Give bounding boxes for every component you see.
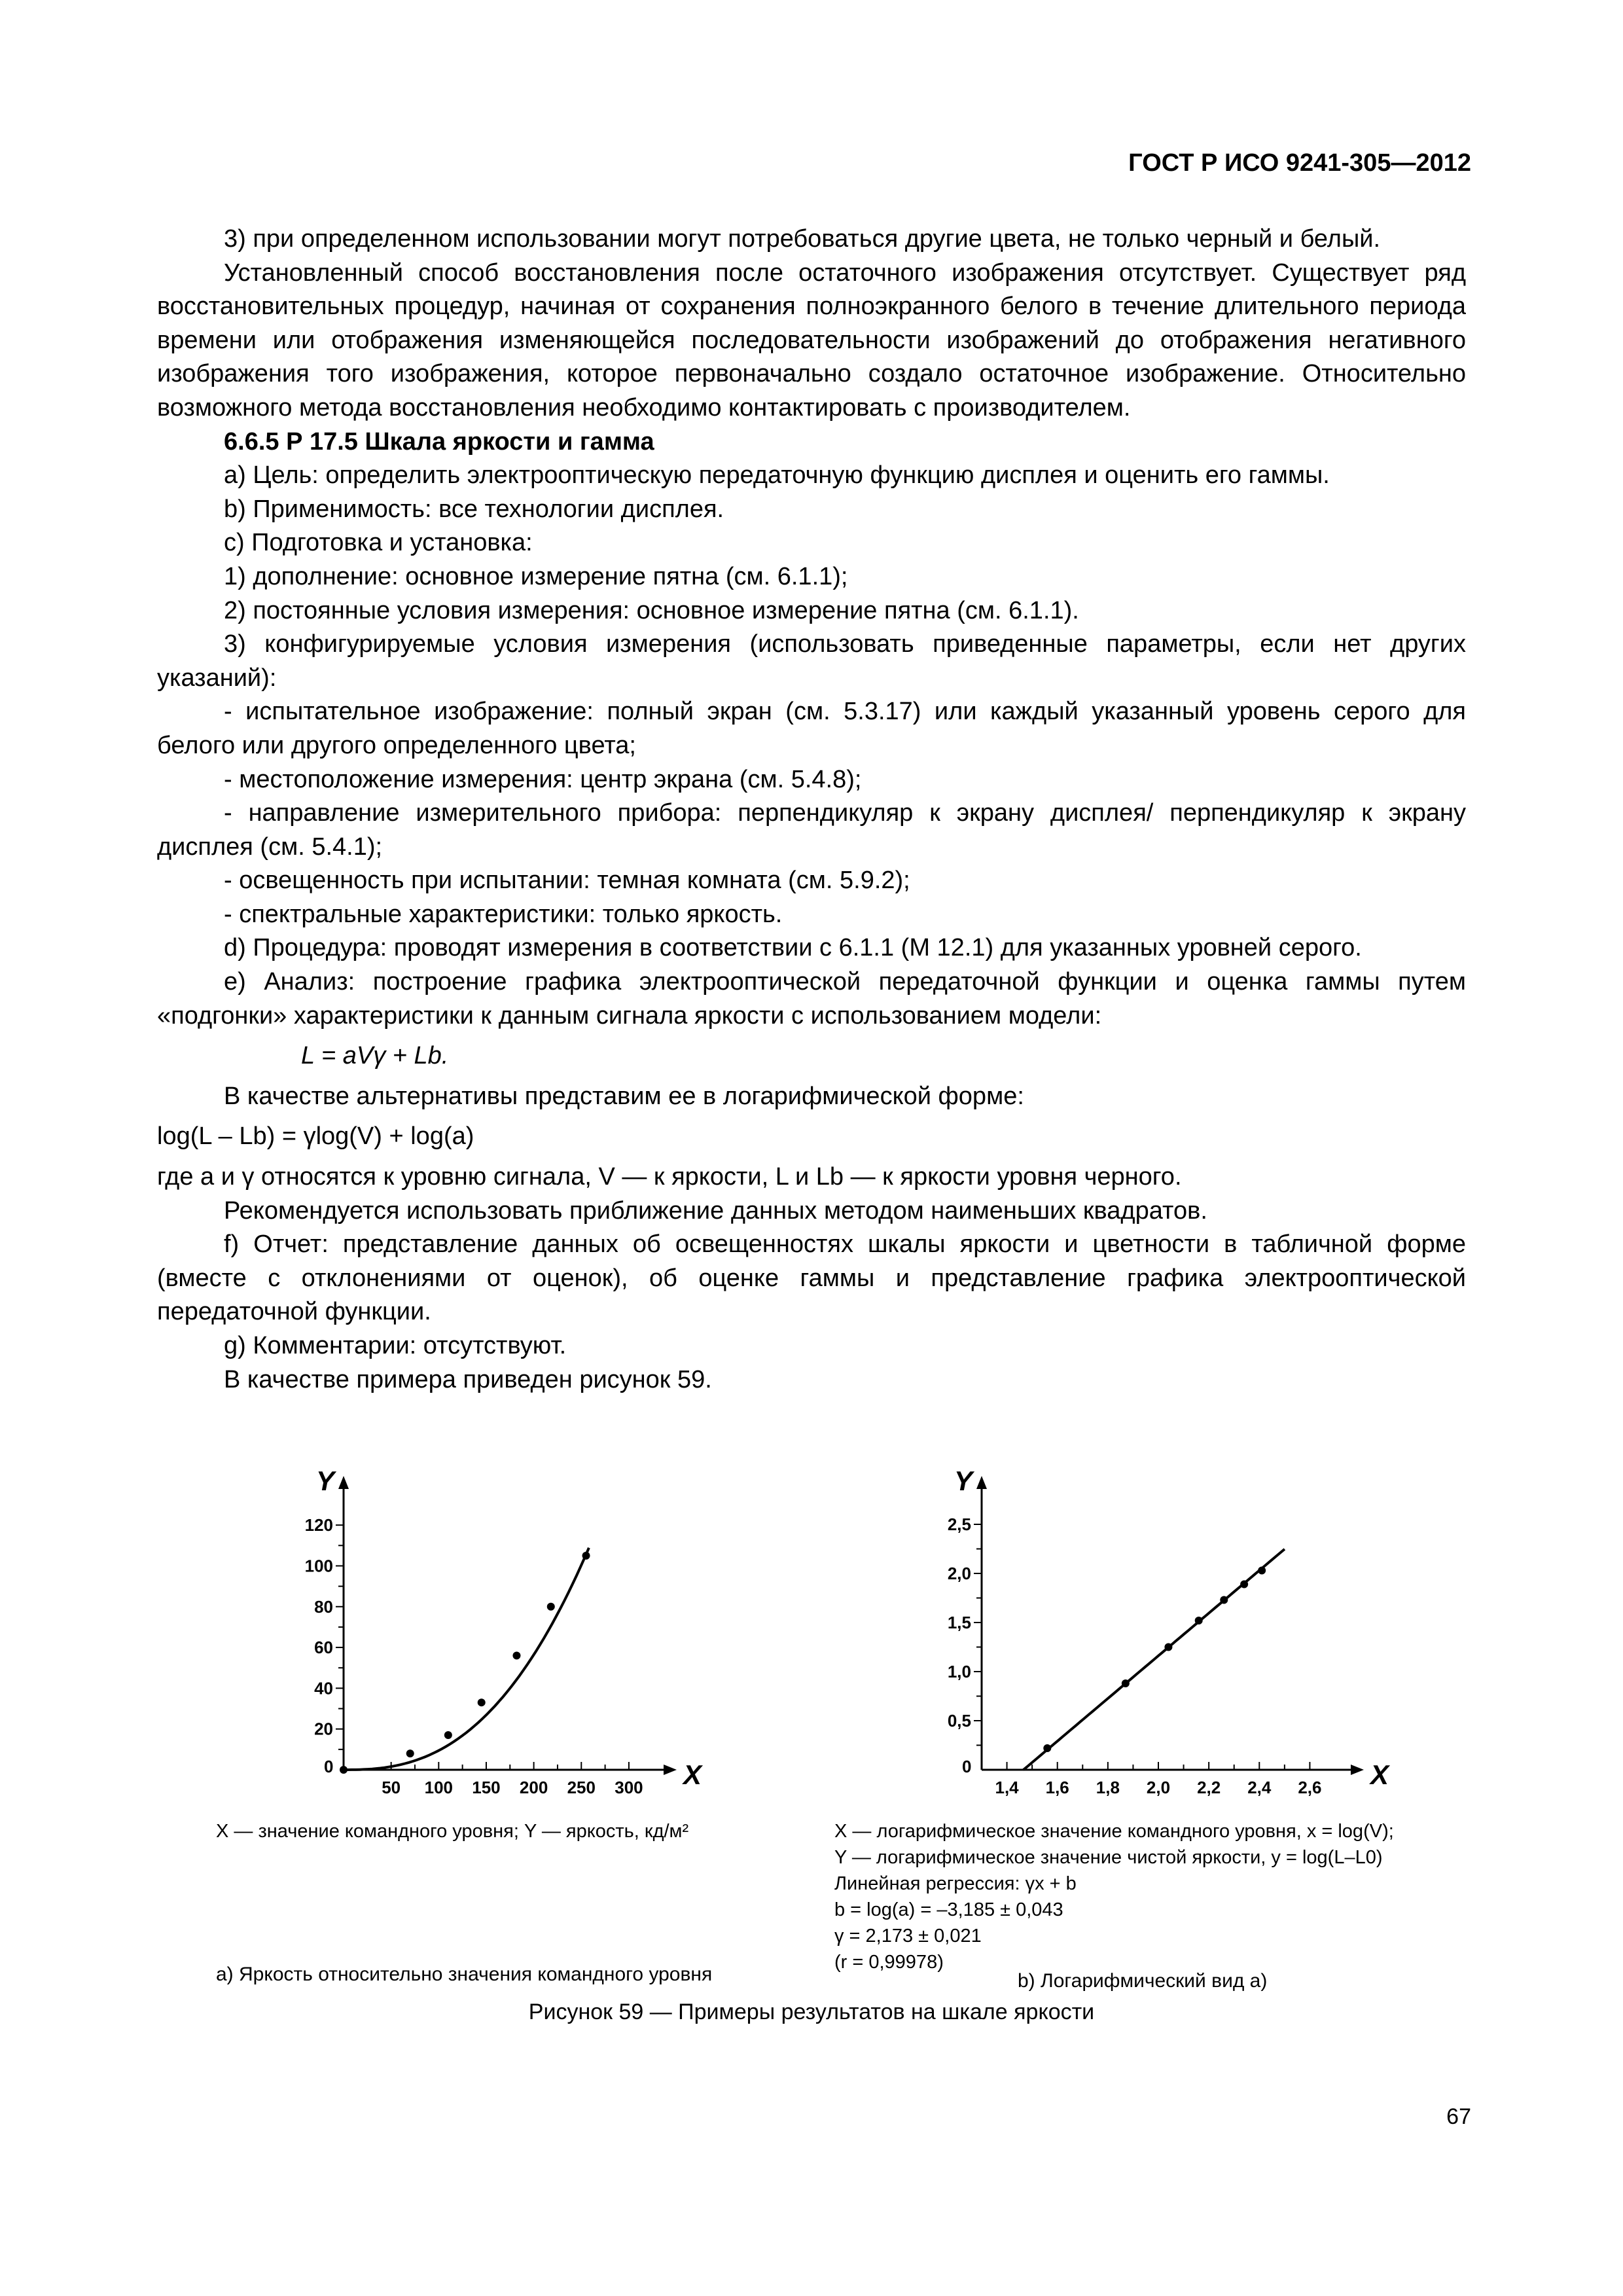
- data-point: [406, 1749, 414, 1757]
- y-tick-label: 2,0: [947, 1564, 971, 1583]
- data-point: [1164, 1643, 1172, 1651]
- list-item: b) Применимость: все технологии дисплея.: [224, 495, 724, 523]
- data-point: [1195, 1617, 1203, 1624]
- legend-line: Линейная регрессия: γx + b: [834, 1873, 1077, 1894]
- list-item: - спектральные характеристики: только яркость.: [224, 900, 783, 928]
- formula-log: log(L – Lb) = γlog(V) + log(a): [157, 1122, 474, 1151]
- list-item: - местоположение измерения: центр экрана (см. 5.4.8);: [224, 765, 862, 793]
- data-point: [340, 1766, 348, 1774]
- list-item: - направление измерительного прибора: перпендикуляр к экрану дисплея/ перпендикуляр к экрану дисплея (см. 5.4.1);: [157, 799, 1466, 861]
- paragraph: где a и γ относятся к уровню сигнала, V — к яркости, L и Lb — к яркости уровня черного.: [157, 1163, 1182, 1191]
- list-item: c) Подготовка и установка:: [224, 529, 533, 557]
- figure-b-legend: [834, 1818, 1394, 1975]
- body-text: [157, 223, 1466, 1397]
- y-axis-arrow: [338, 1476, 349, 1489]
- fit-curve: [344, 1548, 589, 1770]
- y-tick-label: 2,5: [947, 1515, 971, 1534]
- y-tick-label: 60: [314, 1638, 333, 1658]
- x-tick-label: 2,0: [1146, 1778, 1171, 1797]
- x-tick-label: 200: [519, 1778, 548, 1797]
- x-axis-arrow: [664, 1765, 677, 1775]
- legend-line: X — логарифмическое значение командного уровня, x = log(V);: [834, 1821, 1394, 1842]
- data-point: [1240, 1581, 1248, 1588]
- x-tick-label: 2,2: [1197, 1778, 1221, 1797]
- figure-a-caption: a) Яркость относительно значения командного уровня: [216, 1964, 713, 1985]
- figure-a: [301, 1460, 707, 1816]
- figure-caption: Рисунок 59 — Примеры результатов на шкале яркости: [528, 2000, 1095, 2024]
- page-number: 67: [1446, 2104, 1471, 2129]
- paragraph: Рекомендуется использовать приближение данных методом наименьших квадратов.: [224, 1196, 1207, 1225]
- figure-b-caption: b) Логарифмический вид a): [1018, 1970, 1268, 1992]
- list-item: g) Комментарии: отсутствуют.: [224, 1332, 567, 1359]
- data-point: [444, 1731, 452, 1739]
- data-point: [478, 1698, 486, 1706]
- y-tick-label: 100: [304, 1556, 333, 1576]
- section-heading: 6.6.5 Р 17.5 Шкала яркости и гамма: [224, 427, 654, 456]
- y-tick-label: 80: [314, 1596, 333, 1617]
- list-item: a) Цель: определить электрооптическую передаточную функцию дисплея и оценить его гаммы.: [224, 461, 1330, 490]
- data-point: [1220, 1596, 1228, 1604]
- data-point: [512, 1652, 520, 1660]
- origin-label: 0: [962, 1757, 972, 1776]
- paragraph: 3) при определенном использовании могут потребоваться другие цвета, не только черный и белый.: [224, 225, 1381, 253]
- x-axis-arrow: [1351, 1765, 1364, 1775]
- y-axis-label: Y: [316, 1465, 335, 1496]
- y-tick-label: 0,5: [947, 1711, 971, 1731]
- paragraph: Установленный способ восстановления после остаточного изображения отсутствует. Существует ряд восстановительных процедур, начиная от сохранения полноэкранного белого в течение длительного периода времени или отображения изменяющейся последовательности изображений до отображения негативного изображения того изображения, которое первоначально создало остаточное изображение. Относительно возможного метода восстановления необходимо контактировать с производителем.: [157, 259, 1466, 422]
- legend-line: γ = 2,173 ± 0,021: [834, 1926, 982, 1946]
- paragraph: В качестве альтернативы представим ее в логарифмической форме:: [224, 1082, 1024, 1110]
- list-item: - испытательное изображение: полный экран (см. 5.3.17) или каждый указанный уровень серого для белого или другого определенного цвета;: [157, 698, 1466, 759]
- x-tick-label: 50: [382, 1778, 401, 1797]
- y-tick-label: 1,0: [947, 1662, 971, 1681]
- legend-line: (r = 0,99978): [834, 1952, 944, 1973]
- list-item: 2) постоянные условия измерения: основное измерение пятна (см. 6.1.1).: [224, 596, 1079, 624]
- x-tick-label: 2,4: [1247, 1778, 1272, 1797]
- list-item: 1) дополнение: основное измерение пятна (см. 6.1.1);: [224, 562, 848, 590]
- y-axis-arrow: [976, 1476, 987, 1489]
- data-point: [1258, 1567, 1266, 1575]
- x-tick-label: 1,6: [1045, 1778, 1069, 1797]
- y-tick-label: 40: [314, 1678, 333, 1698]
- x-tick-label: 1,4: [995, 1778, 1019, 1797]
- legend-line: Y — логарифмическое значение чистой яркости, y = log(L–L0): [834, 1847, 1383, 1868]
- y-tick-label: 20: [314, 1719, 333, 1739]
- formula-model: L = aVγ + Lb.: [301, 1042, 449, 1070]
- x-tick-label: 300: [615, 1778, 643, 1797]
- x-axis-label: X: [1370, 1759, 1389, 1790]
- y-axis-label: Y: [954, 1465, 973, 1496]
- legend-line: b = log(a) = –3,185 ± 0,043: [834, 1899, 1063, 1920]
- list-item: d) Процедура: проводят измерения в соответствии с 6.1.1 (М 12.1) для указанных уровней серого.: [224, 934, 1362, 962]
- x-tick-label: 1,8: [1096, 1778, 1120, 1797]
- list-item: 3) конфигурируемые условия измерения (использовать приведенные параметры, если нет других указаний):: [157, 630, 1466, 692]
- data-point: [1122, 1679, 1130, 1687]
- data-point: [1043, 1744, 1051, 1752]
- x-tick-label: 150: [472, 1778, 501, 1797]
- luminance-chart: [301, 1460, 707, 1813]
- paragraph: В качестве примера приведен рисунок 59.: [224, 1365, 712, 1393]
- origin-label: 0: [324, 1757, 334, 1776]
- list-item: f) Отчет: представление данных об освещенностях шкалы яркости и цветности в табличной форме (вместе с отклонениями от оценок), об оценке гаммы и представление графика электрооптической передаточной функции.: [157, 1230, 1466, 1326]
- document-header: ГОСТ Р ИСО 9241-305—2012: [1128, 149, 1471, 177]
- data-point: [582, 1552, 590, 1560]
- y-tick-label: 1,5: [947, 1613, 971, 1632]
- list-item: e) Анализ: построение графика электрооптической передаточной функции и оценка гаммы путем «подгонки» характеристики к данным сигнала яркости с использованием модели:: [157, 968, 1466, 1030]
- y-tick-label: 120: [304, 1515, 333, 1535]
- list-item: - освещенность при испытании: темная комната (см. 5.9.2);: [224, 867, 910, 895]
- x-tick-label: 250: [567, 1778, 596, 1797]
- x-axis-label: X: [683, 1759, 702, 1790]
- x-tick-label: 2,6: [1298, 1778, 1322, 1797]
- figure-a-legend: X — значение командного уровня; Y — яркость, кд/м²: [216, 1821, 689, 1842]
- data-point: [547, 1603, 555, 1611]
- log-chart: [913, 1460, 1404, 1813]
- x-tick-label: 100: [424, 1778, 454, 1797]
- figure-b: [913, 1460, 1404, 1816]
